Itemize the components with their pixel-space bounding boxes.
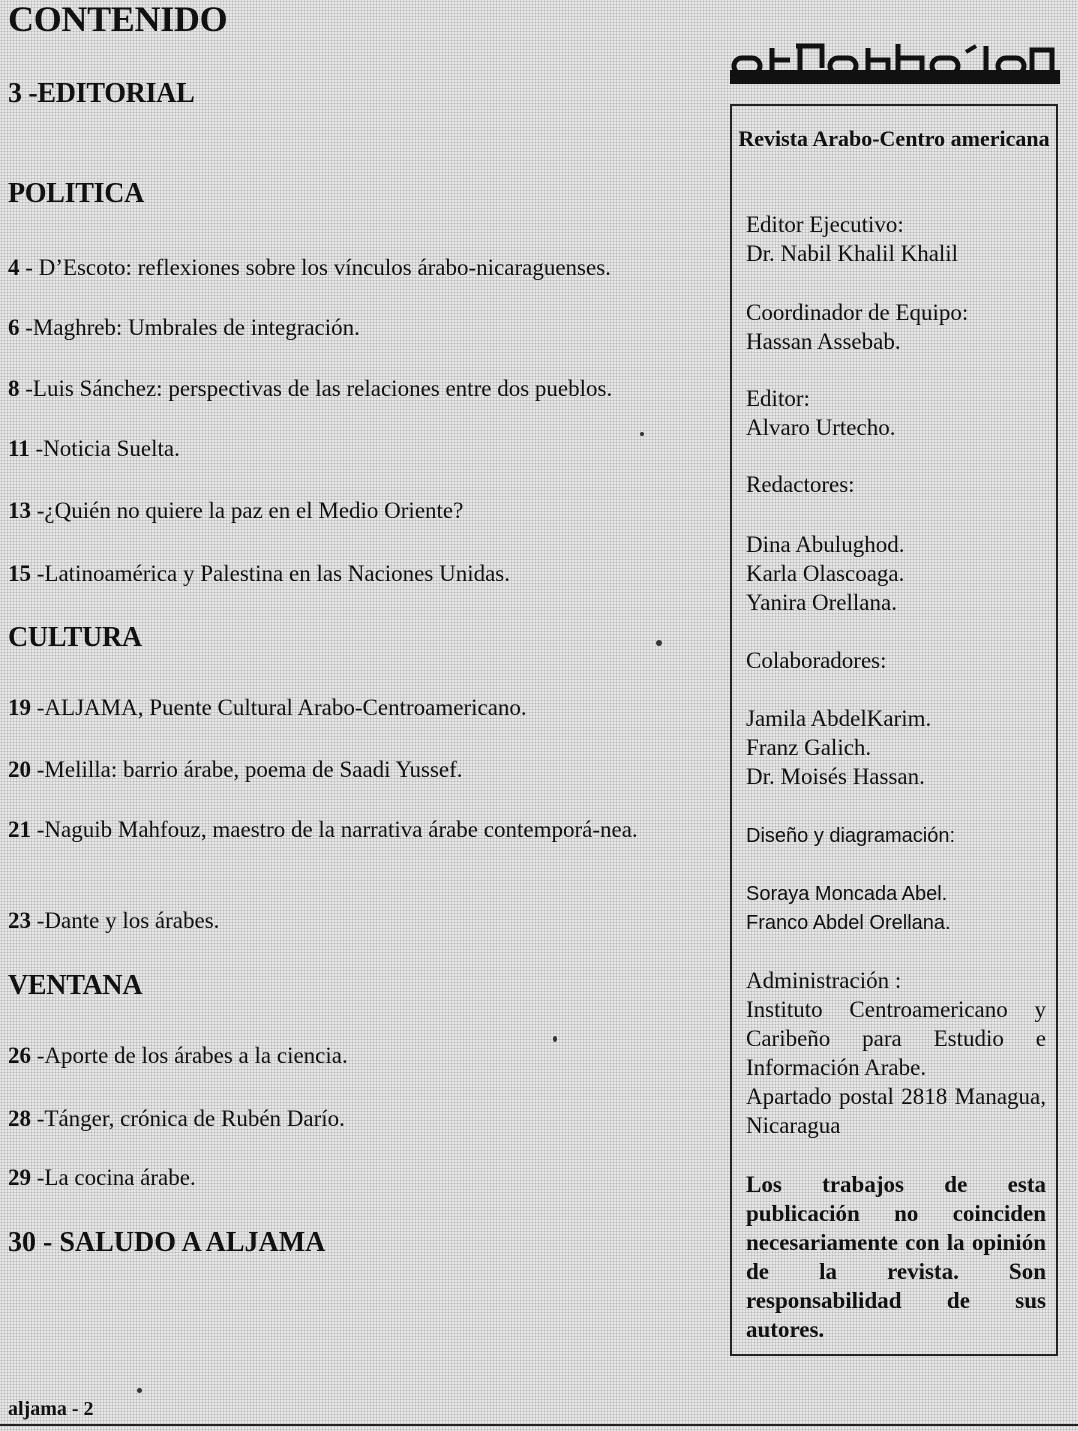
masthead-box	[730, 104, 1058, 1356]
toc-item-number: 30	[8, 1227, 36, 1258]
print-speck	[640, 432, 644, 436]
writer-name: Yanira Orellana.	[746, 590, 897, 615]
toc-item-number: 11	[8, 436, 30, 461]
toc-item-number: 15	[8, 561, 31, 586]
toc-item-title: -Noticia Suelta.	[29, 436, 180, 461]
toc-item-title: -ALJAMA, Puente Cultural Arabo-Centroamericano.	[31, 695, 527, 720]
toc-item-number: 29	[8, 1165, 31, 1190]
disclaimer: Los trabajos de esta publicación no coinciden necesariamente con la opinión de la revista. Son responsabilidad de sus autores.	[746, 1172, 1046, 1342]
toc-item	[8, 906, 713, 936]
toc-item-title: -Maghreb: Umbrales de integración.	[19, 315, 360, 340]
executive-editor: Dr. Nabil Khalil Khalil	[746, 241, 959, 266]
toc-item-number: 8	[8, 376, 20, 401]
toc-item-number: 28	[8, 1106, 31, 1131]
toc-item	[8, 559, 713, 589]
toc-item-title: - D’Escoto: reflexiones sobre los vínculos árabo-nicaraguenses.	[19, 255, 611, 280]
designer-name: Soraya Moncada Abel.	[746, 883, 948, 905]
collaborator-name: Franz Galich.	[746, 735, 872, 760]
toc-item	[8, 374, 713, 404]
section-heading-ventana: VENTANA	[8, 970, 143, 1001]
writer-name: Karla Olascoaga.	[746, 561, 905, 586]
toc-item-number: 4	[8, 255, 20, 280]
toc-item-number: 26	[8, 1043, 31, 1068]
print-speck	[553, 1036, 557, 1042]
toc-item	[8, 253, 713, 283]
toc-item-title: -Dante y los árabes.	[31, 908, 220, 933]
team-coordinator-label: Coordinador de Equipo:	[746, 300, 969, 325]
toc-item-number: 19	[8, 695, 31, 720]
toc-item-title: -Tánger, crónica de Rubén Darío.	[31, 1106, 345, 1131]
toc-item-salute	[8, 1228, 713, 1258]
collaborators-label: Colaboradores:	[746, 648, 887, 673]
toc-item	[8, 1163, 713, 1193]
toc-item-title: -Aporte de los árabes a la ciencia.	[31, 1043, 348, 1068]
section-heading-cultura: CULTURA	[8, 622, 142, 653]
designer-name: Franco Abdel Orellana.	[746, 912, 951, 934]
toc-item-number: 3	[8, 78, 22, 109]
toc-item-title: -¿Quién no quiere la paz en el Medio Oriente?	[31, 498, 464, 523]
toc-editorial	[8, 78, 194, 110]
toc-item-number: 20	[8, 757, 31, 782]
print-speck	[656, 640, 662, 646]
toc-item-title: -Naguib Mahfouz, maestro de la narrativa árabe contemporá-nea.	[31, 817, 638, 842]
toc-item-number: 23	[8, 908, 31, 933]
toc-item-label: -EDITORIAL	[21, 78, 195, 109]
toc-item-title: - SALUDO A ALJAMA	[36, 1227, 326, 1258]
section-heading-politica: POLITICA	[8, 178, 145, 209]
toc-item-number: 21	[8, 817, 31, 842]
team-coordinator: Hassan Assebab.	[746, 329, 901, 354]
page-footer-label: aljama - 2	[8, 1398, 94, 1420]
toc-item-title: -Melilla: barrio árabe, poema de Saadi Yussef.	[31, 757, 463, 782]
toc-item-title: -La cocina árabe.	[31, 1165, 196, 1190]
collaborator-name: Jamila AbdelKarim.	[746, 706, 932, 731]
page-title: CONTENIDO	[8, 0, 228, 39]
logo-text: aljama	[730, 40, 733, 41]
magazine-subtitle: Revista Arabo-Centro americana	[738, 126, 1050, 151]
executive-editor-label: Editor Ejecutivo:	[746, 212, 904, 237]
toc-item	[8, 496, 713, 526]
toc-item-number: 6	[8, 315, 20, 340]
collaborator-name: Dr. Moisés Hassan.	[746, 764, 925, 789]
aljama-logo	[730, 40, 1060, 88]
toc-item	[8, 313, 713, 343]
toc-item	[8, 1041, 713, 1071]
print-speck	[137, 1388, 142, 1393]
design-label: Diseño y diagramación:	[746, 825, 955, 847]
footer-rule	[0, 1424, 1078, 1426]
administration-address: Apartado postal 2818 Managua, Nicaragua	[746, 1084, 1046, 1138]
toc-item-title: -Latinoamérica y Palestina en las Naciones Unidas.	[31, 561, 511, 586]
toc-item	[8, 434, 713, 464]
editor-label: Editor:	[746, 386, 810, 411]
toc-item	[8, 755, 713, 785]
editor-name: Alvaro Urtecho.	[746, 415, 896, 440]
toc-item	[8, 693, 713, 723]
toc-item-title: -Luis Sánchez: perspectivas de las relaciones entre dos pueblos.	[19, 376, 613, 401]
toc-item-number: 13	[8, 498, 31, 523]
toc-item	[8, 815, 713, 845]
administration-institute: Instituto Centroamericano y Caribeño para Estudio e Información Arabe.	[746, 997, 1046, 1080]
administration-label: Administración :	[746, 968, 902, 993]
writer-name: Dina Abulughod.	[746, 532, 905, 557]
toc-item	[8, 1104, 713, 1134]
writers-label: Redactores:	[746, 472, 855, 497]
